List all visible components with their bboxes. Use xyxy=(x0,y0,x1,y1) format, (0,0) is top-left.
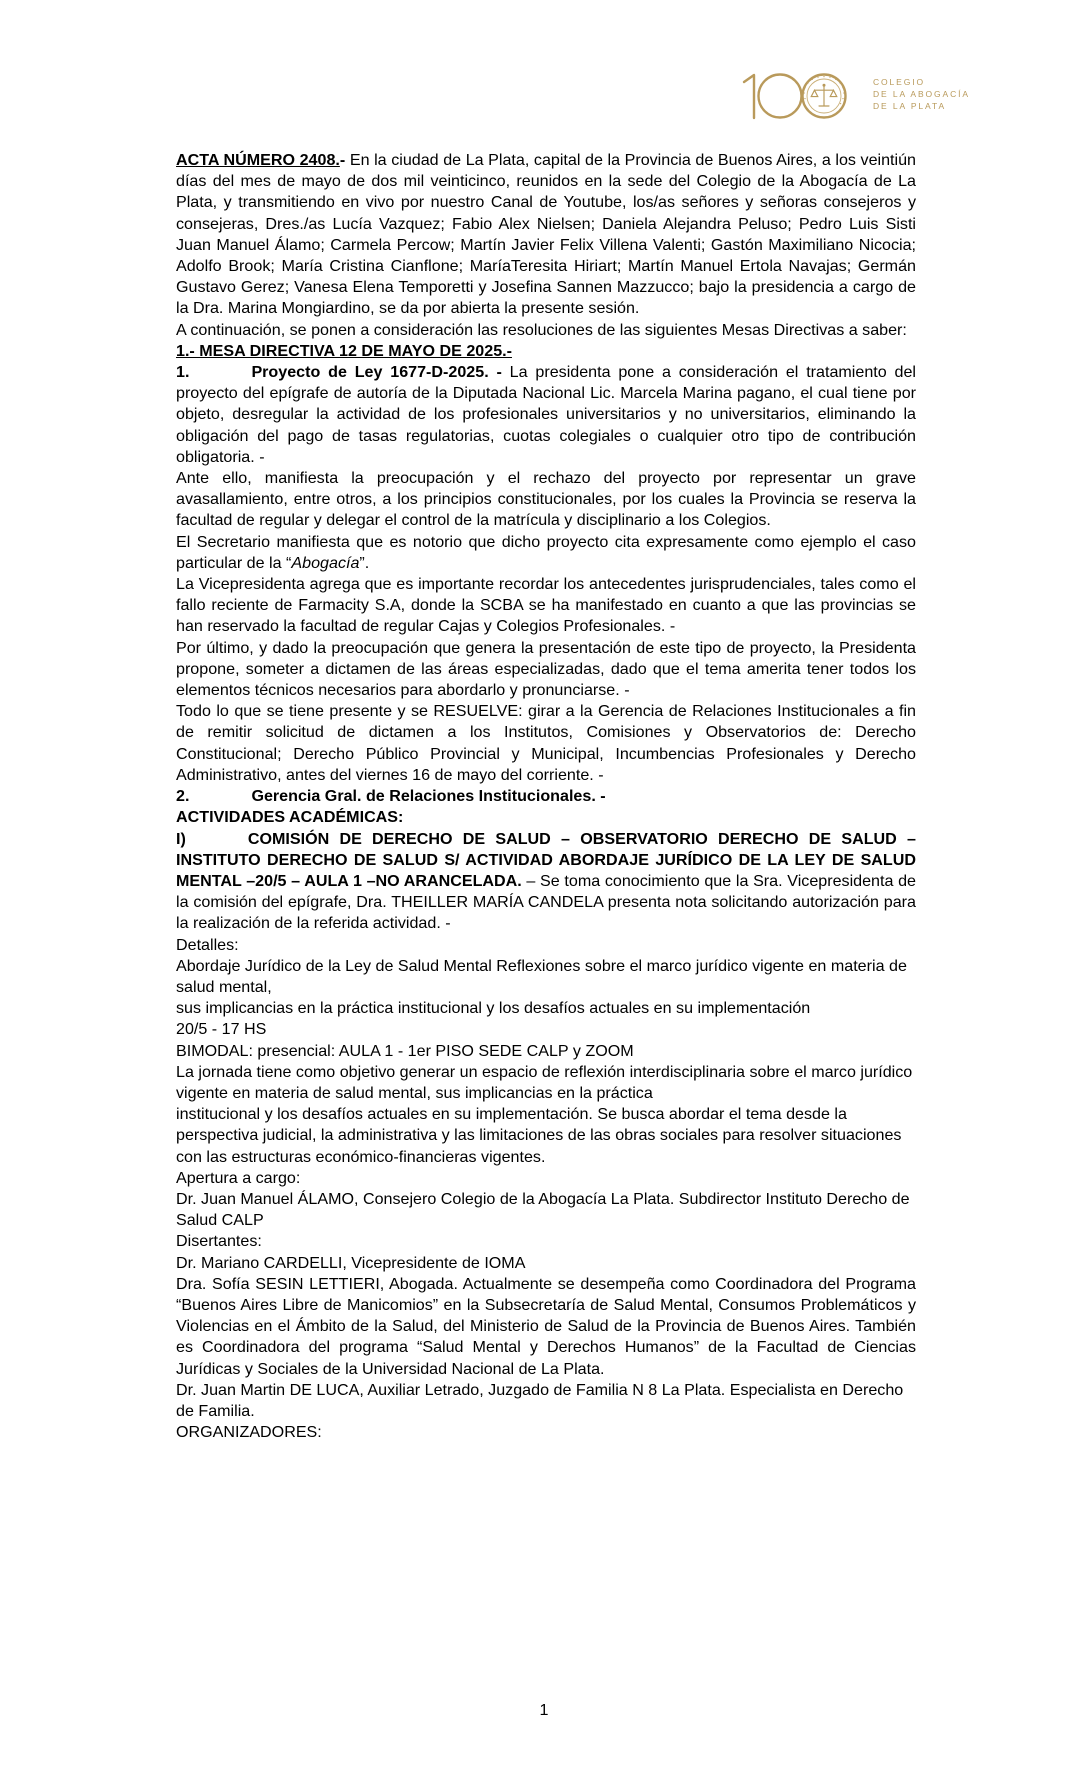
comision-body: – Se toma conocimiento que la Sra. Vicepresidenta de la comisión del epígrafe, Dra. THEILLER MARÍA CANDELA presenta nota solicitando autorización para la realización de la referida actividad. - xyxy=(176,871,916,933)
item-2-title: Gerencia Gral. de Relaciones Institucionales. - xyxy=(251,787,606,806)
label-organizadores: ORGANIZADORES: xyxy=(176,1423,322,1442)
detalle-line-2: sus implicancias en la práctica institucional y los desafíos actuales en su implementación xyxy=(176,999,811,1018)
heading-mesa-directiva xyxy=(176,341,916,362)
detalle-line-4: BIMODAL: presencial: AULA 1 - 1er PISO SEDE CALP y ZOOM xyxy=(176,1041,634,1060)
item-1-title: Proyecto de Ley 1677-D-2025. - xyxy=(251,363,510,382)
secretario-text-post: ”. xyxy=(359,553,370,572)
item-1-body: La presidenta pone a consideración el tratamiento del proyecto del epígrafe de autoría de la Diputada Nacional Lic. Marcela Marina pagano, el cual tiene por objeto, desregular la actividad de los profesionales universitarios y no universitarios, eliminando la obligación del pago de tasas regulatorias, cuotas colegiales o cualquier otro tipo de contribución obligatoria. - xyxy=(176,363,916,466)
detalle-line-5: La jornada tiene como objetivo generar un espacio de reflexión interdisciplinaria sobre el marco jurídico vigente en materia de salud mental, sus implicancias en la práctica xyxy=(176,1062,913,1102)
disertante-3: Dr. Juan Martin DE LUCA, Auxiliar Letrado, Juzgado de Familia N 8 La Plata. Especialista en Derecho de Familia. xyxy=(176,1380,904,1420)
acta-opening-text: En la ciudad de La Plata, capital de la Provincia de Buenos Aires, a los veintiún días del mes de mayo de dos mil veinticinco, reunidos en la sede del Colegio de la Abogacía de La Plata, y transmitiendo en vivo por nuestro Canal de Youtube, los/as señores y señoras consejeros y consejeras, Dres./as Lucía Vazquez; Fabio Alex Nielsen; Daniela Alejandra Peluso; Pedro Luis Sisti Juan Manuel Álamo; Carmela Percow; Martín Javier Felix Villena Valenti; Gastón Maximiliano Nicocia; Adolfo Brook; María Cristina Cianflone; MaríaTeresita Hiriart; Martín Manuel Ertola Navajas; Germán Gustavo Gerez; Vanesa Elena Temporetti y Josefina Sannen Mazzucco; bajo la presidencia a cargo de la Dra. Marina Mongiardino, se da por abierta la presente sesión. xyxy=(176,151,916,318)
paragraph-item-1 xyxy=(176,362,916,468)
logo-line-1: COLEGIO xyxy=(873,77,926,88)
abogacia-italic-term: Abogacía xyxy=(291,553,360,572)
paragraph-vicepresidenta: La Vicepresidenta agrega que es importante recordar los antecedentes jurisprudenciales, tales como el fallo reciente de Farmacity S.A, donde la SCBA se ha manifestado en cuanto a que las provincias se han reservado la facultad de regular Cajas y Colegios Profesionales. - xyxy=(176,575,916,636)
item-2-number: 2. xyxy=(176,787,190,806)
comision-heading: COMISIÓN DE DERECHO DE SALUD – OBSERVATORIO DERECHO DE SALUD – INSTITUTO DERECHO DE SALUD S/ ACTIVIDAD ABORDAJE JURÍDICO DE LA LEY DE SALUD MENTAL –20/5 – AULA 1 –NO ARANCELADA. xyxy=(176,829,916,890)
apertura-line: Dr. Juan Manuel ÁLAMO, Consejero Colegio de la Abogacía La Plata. Subdirector Instituto Derecho de Salud CALP xyxy=(176,1189,910,1230)
paragraph-secretario xyxy=(176,532,916,574)
mesa-directiva-label: 1.- MESA DIRECTIVA 12 DE MAYO DE 2025.- xyxy=(176,341,512,360)
paragraph-ante-ello: Ante ello, manifiesta la preocupación y el rechazo del proyecto por representar un grave avasallamiento, entre otros, a los principios constitucionales, por los cuales la Provincia se reserva la facultad de regular y delegar el control de la matrícula y disciplinario a los Colegios. xyxy=(176,469,916,530)
paragraph-continuacion: A continuación, se ponen a consideración las resoluciones de las siguientes Mesas Directivas a saber: xyxy=(176,320,907,339)
paragraph-resuelve: Todo lo que se tiene presente y se RESUELVE: girar a la Gerencia de Relaciones Institucionales a fin de remitir solicitud de dictamen a los Institutos, Comisiones y Observatorios de: Derecho Constitucional; Derecho Público Provincial y Municipal, Incumbencias Profesionales y Derecho Administrativo, antes del viernes 16 de mayo del corriente. - xyxy=(176,702,916,784)
label-detalles: Detalles: xyxy=(176,935,239,954)
document-body xyxy=(176,150,916,1443)
acta-number-heading: ACTA NÚMERO 2408. xyxy=(176,151,340,169)
logo-line-3: DE LA PLATA xyxy=(873,101,947,112)
detalle-line-1: Abordaje Jurídico de la Ley de Salud Mental Reflexiones sobre el marco jurídico vigente en materia de salud mental, xyxy=(176,956,907,996)
label-disertantes: Disertantes: xyxy=(176,1232,262,1251)
logo-wordmark xyxy=(873,78,970,112)
page-number-footer xyxy=(0,1700,1088,1720)
paragraph-comision-salud xyxy=(176,829,916,935)
secretario-text-pre: El Secretario manifiesta que es notorio que dicho proyecto cita expresamente como ejemplo el caso particular de la “ xyxy=(176,532,916,572)
centenary-100-logo-icon xyxy=(734,66,862,124)
disertante-1: Dr. Mariano CARDELLI, Vicepresidente de IOMA xyxy=(176,1253,526,1272)
detalle-line-3: 20/5 - 17 HS xyxy=(176,1020,267,1039)
detalle-line-6: institucional y los desafíos actuales en su implementación. Se busca abordar el tema desde la perspectiva judicial, la administrativa y las limitaciones de las obras sociales para resolver situaciones con las estructuras económico-financieras vigentes. xyxy=(176,1105,902,1166)
logo-line-2: DE LA ABOGACÍA xyxy=(873,89,970,100)
actividades-academicas-label: ACTIVIDADES ACADÉMICAS: xyxy=(176,808,404,827)
paragraph-acta-opening xyxy=(176,150,916,320)
item-1-number: 1. xyxy=(176,363,190,382)
heading-actividades-academicas xyxy=(176,807,916,828)
page-number: 1 xyxy=(539,1701,549,1719)
disertante-2: Dra. Sofía SESIN LETTIERI, Abogada. Actualmente se desempeña como Coordinadora del Programa “Buenos Aires Libre de Manicomios” en la Subsecretaría de Salud Mental, Consumos Problemáticos y Violencias en el Ámbito de la Salud, del Ministerio de Salud de la Provincia de Buenos Aires. También es Coordinadora del programa “Salud Mental y Derechos Humanos” de la Facultad de Ciencias Jurídicas y Sociales de la Universidad Nacional de La Plata. xyxy=(176,1274,916,1378)
label-apertura: Apertura a cargo: xyxy=(176,1168,301,1187)
paragraph-item-2 xyxy=(176,786,916,807)
comision-label: I) xyxy=(176,829,186,848)
paragraph-por-ultimo: Por último, y dado la preocupación que genera la presentación de este tipo de proyecto, la Presidenta propone, someter a dictamen de las áreas especializadas, dado que el tema amerita tener todos los elementos técnicos necesarios para abordarlo y pronunciarse. - xyxy=(176,638,916,700)
acta-dash: - xyxy=(339,151,350,169)
letterhead-logo xyxy=(734,66,970,124)
